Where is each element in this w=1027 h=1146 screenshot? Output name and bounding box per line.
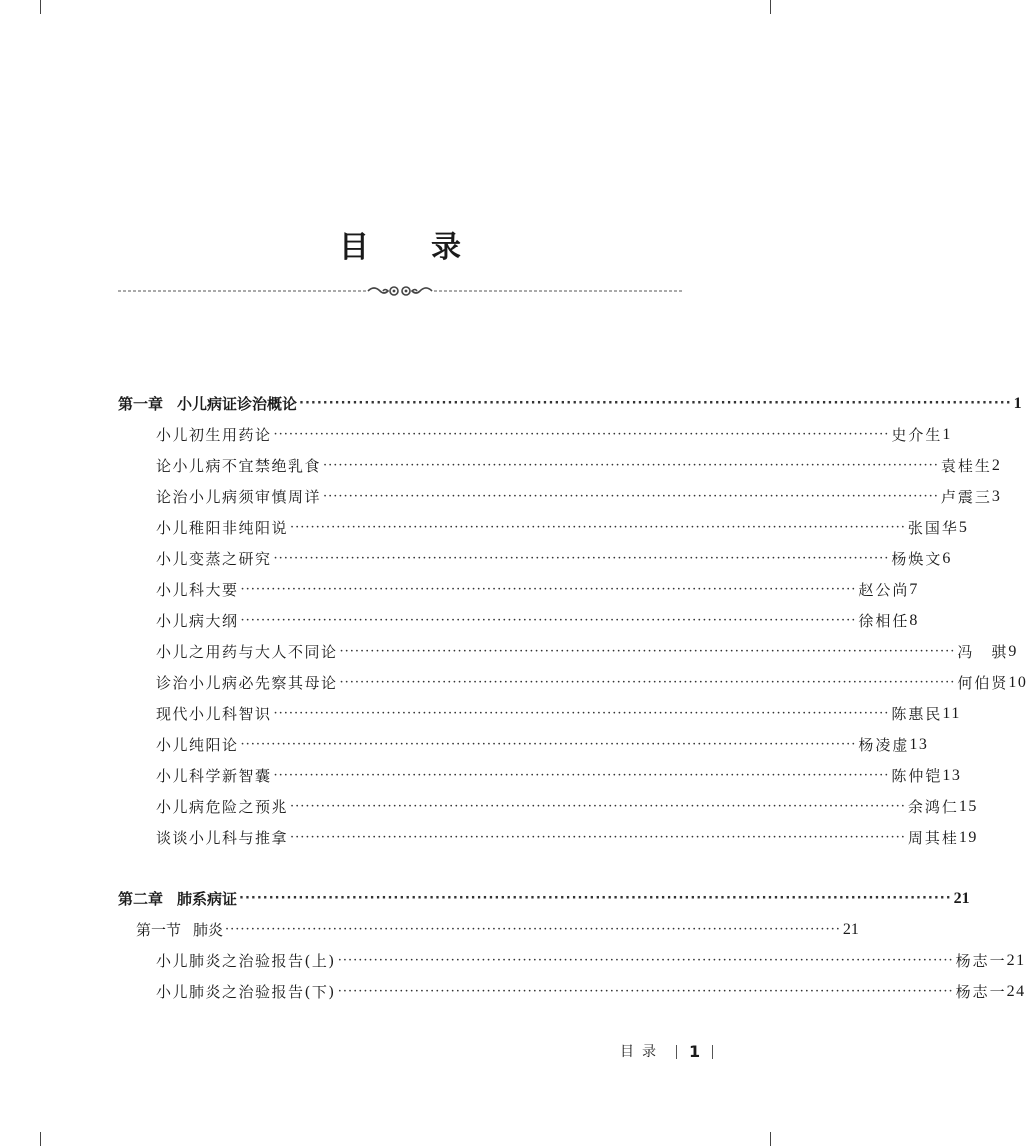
toc-entry-author: 袁桂生 [940,457,992,475]
crop-mark-bottom-left [40,1132,41,1146]
dot-leader: ························································································································ [337,984,954,999]
toc-page-number: 15 [958,798,978,815]
toc-page-number: 13 [909,736,929,753]
toc-page-number: 10 [1008,674,1027,691]
toc-entry-title: 小儿纯阳论 [156,736,239,754]
toc-page-number: 2 [991,457,1002,474]
toc-page-number: 21 [953,890,970,907]
toc-entry[interactable] [156,452,1002,480]
toc-entry[interactable] [156,638,1018,666]
toc-entry-author: 何伯贤 [957,674,1009,692]
dot-leader: ························································································································ [240,613,857,628]
toc-entry[interactable] [156,978,1026,1006]
toc-entry[interactable] [156,793,978,821]
toc-entry-author: 余鸿仁 [907,798,959,816]
dot-leader: ························································································································ [273,427,890,442]
toc-entry[interactable] [156,824,978,852]
toc-entry-author: 杨志一 [955,952,1007,970]
dot-leader: ························································································································ [290,799,906,814]
toc-page-number: 5 [958,519,969,536]
toc-entry-title: 小儿病大纲 [156,612,239,630]
dot-leader: ························································································································ [273,706,890,721]
dot-leader: ························································································································ [240,582,857,597]
footer-divider [676,1045,677,1059]
dot-leader: ························································································································ [339,675,956,690]
toc-entry-title: 论小儿病不宜禁绝乳食 [156,457,322,475]
toc-page-number: 21 [842,921,859,938]
toc-chapter[interactable] [118,390,1022,418]
toc-chapter-title [118,390,297,418]
toc-chapter-name: 小儿病证诊治概论 [177,395,298,413]
toc-section-number: 第一节 [136,921,182,939]
toc-section-name: 肺炎 [193,921,224,939]
toc-entry-author: 杨焕文 [891,550,943,568]
page-title [0,222,800,266]
toc-section-title [136,916,223,944]
toc-entry-author: 周其桂 [907,829,959,847]
toc-page-number: 8 [909,612,919,629]
dot-leader: ························································································································ [290,830,906,845]
toc-entry-author: 陈仲铠 [891,767,943,785]
toc-entry-title: 诊治小儿病必先察其母论 [156,674,338,692]
page-footer [620,1040,725,1064]
dot-leader: ························································································································ [299,396,1012,411]
toc-page-number: 1 [942,426,952,443]
toc-chapter-number: 第二章 [118,890,164,908]
toc-entry-title: 小儿初生用药论 [156,426,272,444]
toc-page-number: 21 [1006,952,1026,969]
toc-entry-title: 小儿肺炎之治验报告(下) [156,983,336,1001]
toc-entry[interactable] [156,483,1002,511]
toc-entry[interactable] [156,545,952,573]
toc-page-number: 19 [958,829,978,846]
crop-mark-top-left [40,0,41,14]
toc-page-number: 9 [1008,643,1018,660]
toc-page-number: 1 [1013,395,1022,412]
toc-page-number: 24 [1006,983,1026,1000]
footer-divider [712,1045,713,1059]
footer-page-number: 1 [689,1042,701,1061]
toc-entry[interactable] [156,514,969,542]
toc-entry[interactable] [156,731,929,759]
dot-leader: ························································································································ [273,768,890,783]
toc-entry-author: 冯 骐 [957,643,1009,661]
footer-label: 目录 [620,1044,664,1060]
toc-entry-author: 史介生 [891,426,943,444]
toc-entry[interactable] [156,947,1026,975]
toc-entry[interactable] [156,669,1027,697]
toc-entry-author: 卢震三 [940,488,992,506]
toc-entry[interactable] [156,700,961,728]
toc-entry[interactable] [156,762,962,790]
dot-leader: ························································································································ [240,737,857,752]
toc-entry-title: 谈谈小儿科与推拿 [156,829,289,847]
title-ornament-divider [118,283,682,299]
toc-page-number: 6 [942,550,952,567]
page-title-char-1: 目 [339,230,369,265]
toc-entry-title: 小儿科大要 [156,581,239,599]
toc-entry-author: 陈惠民 [891,705,943,723]
toc-entry-title: 小儿稚阳非纯阳说 [156,519,289,537]
dot-leader: ························································································································ [337,953,954,968]
toc-chapter-number: 第一章 [118,395,164,413]
page-title-char-2: 录 [431,230,461,265]
toc-entry[interactable] [156,576,919,604]
toc-entry-author: 杨志一 [955,983,1007,1001]
toc-entry-author: 张国华 [907,519,959,537]
dot-leader: ························································································································ [323,458,939,473]
toc-page-number: 3 [991,488,1002,505]
dot-leader: ························································································································ [225,922,841,937]
toc-chapter[interactable] [118,885,970,913]
ornament-swirl-icon [118,283,682,299]
dot-leader: ························································································································ [290,520,906,535]
toc-chapter-title [118,885,237,913]
toc-entry-author: 杨凌虚 [858,736,910,754]
toc-entry-title: 小儿病危险之预兆 [156,798,289,816]
toc-entry-title: 小儿肺炎之治验报告(上) [156,952,336,970]
dot-leader: ························································································································ [273,551,890,566]
dot-leader: ························································································································ [239,891,952,906]
toc-entry-title: 论治小儿病须审慎周详 [156,488,322,506]
toc-entry-title: 小儿变蒸之研究 [156,550,272,568]
dot-leader: ························································································································ [323,489,939,504]
toc-section[interactable] [136,916,859,944]
toc-page-number: 13 [942,767,962,784]
toc-entry-title: 小儿科学新智囊 [156,767,272,785]
toc-entry-author: 徐相任 [858,612,910,630]
toc-entry[interactable] [156,607,919,635]
crop-mark-top-right [770,0,771,14]
crop-mark-bottom-right [770,1132,771,1146]
toc-entry[interactable] [156,421,952,449]
toc-chapter-name: 肺系病证 [177,890,238,908]
toc-page-number: 7 [909,581,919,598]
dot-leader: ························································································································ [339,644,956,659]
toc-page-number: 11 [942,705,961,722]
toc-entry-title: 小儿之用药与大人不同论 [156,643,338,661]
toc-entry-title: 现代小儿科智识 [156,705,272,723]
toc-entry-author: 赵公尚 [858,581,910,599]
